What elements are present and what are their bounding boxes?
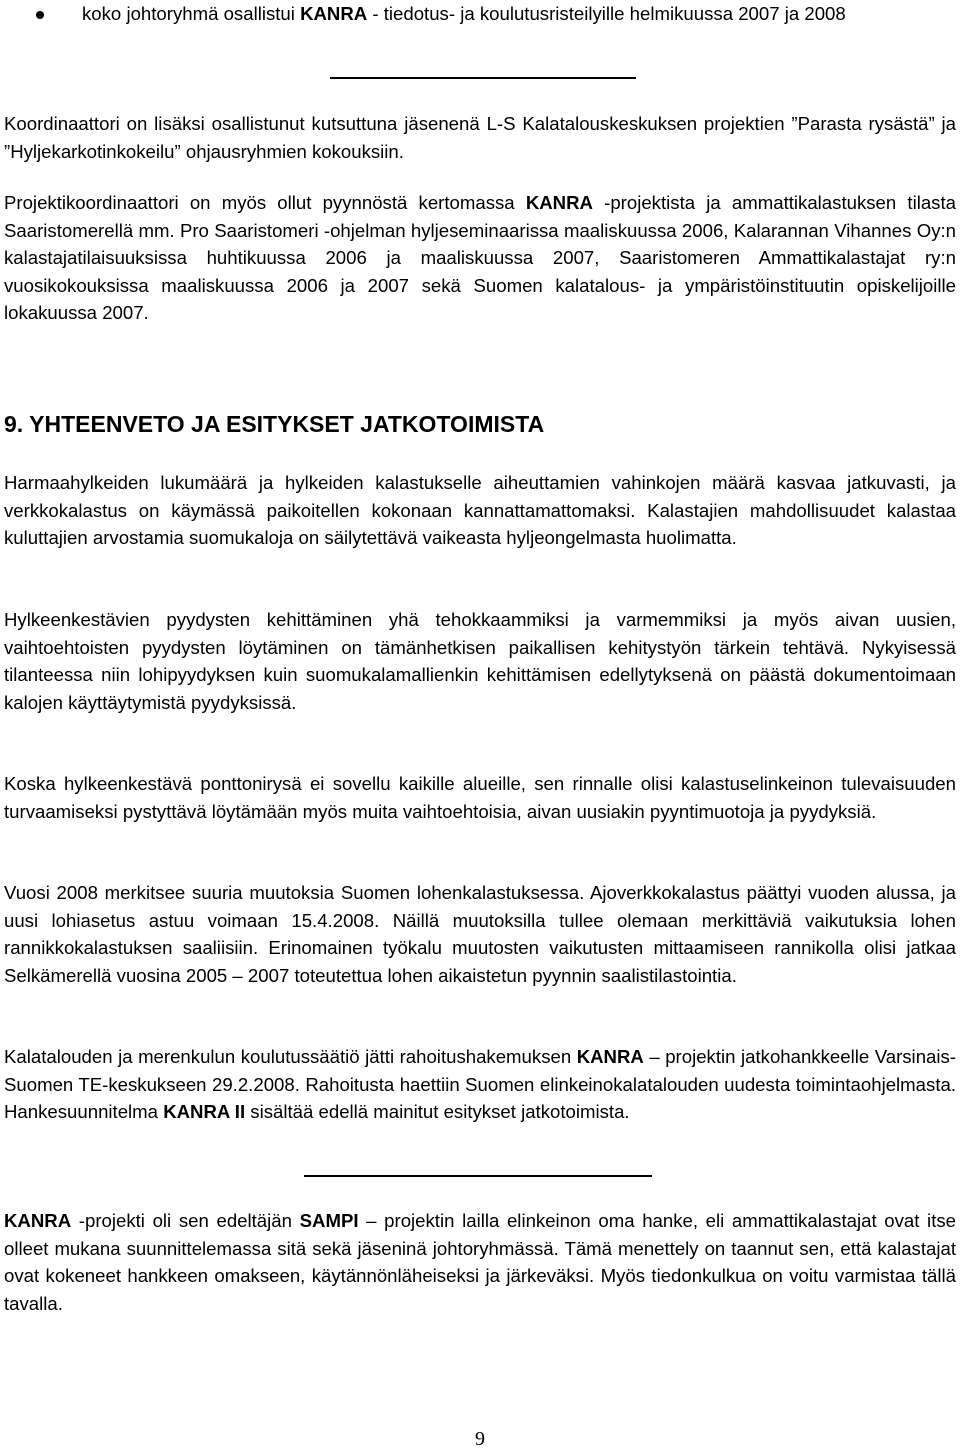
paragraph-project	[4, 189, 956, 327]
bullet-text: koko johtoryhmä osallistui	[82, 3, 301, 24]
predecessor-project-name: SAMPI	[299, 1210, 359, 1231]
project-name-2: KANRA II	[163, 1101, 246, 1123]
bullet-icon	[36, 11, 44, 19]
paragraph-text-mid: – projektin jatkohankkeelle Varsinais-Suomen TE-keskukseen 29.2.2008. Rahoitusta haettiin Suomen elinkeinokalatalouden uudesta toimintaohjelmasta. Hankesuunnitelma	[4, 1046, 956, 1123]
section-heading: 9. YHTEENVETO JA ESITYKSET JATKOTOIMISTA	[4, 411, 545, 437]
paragraph-text: Harmaahylkeiden lukumäärä ja hylkeiden kalastukselle aiheuttamien vahinkojen määrä kasvaa jatkuvasti, ja verkkokalastus on käymässä paikoitellen kokonaan kannattamattomaksi. Kalastajien mahdollisuudet kalastaa kuluttajien arvostamia suomukaloja on säilytettävä vaikeasta hyljeongelmasta huolimatta.	[4, 472, 956, 549]
paragraph-text: Hylkeenkestävien pyydysten kehittäminen yhä tehokkaammiksi ja varmemmiksi ja myös aivan uusien, vaihtoehtoisten pyydysten löytäminen on tämänhetkisen paikallisen kehitystyön tärkein tehtävä. Nykyisessä tilanteessa niin lohipyydyksen kuin suomukalamallienkin kehittämisen edellytyksenä on päästä dokumentoimaan kalojen käyttäytymistä pyydyksissä.	[4, 609, 956, 713]
paragraph-coordinator	[4, 110, 956, 165]
paragraph-2	[4, 606, 956, 716]
paragraph-text: Koordinaattori on lisäksi osallistunut kutsuttuna jäsenenä L-S Kalatalouskeskuksen projektien ”Parasta rysästä” ja ”Hyljekarkotinkokeilu” ohjausryhmien kokouksiin.	[4, 113, 956, 162]
paragraph-text: -projekti oli sen edeltäjän	[71, 1210, 300, 1231]
separator-line	[330, 77, 636, 79]
project-name: KANRA	[4, 1210, 72, 1231]
bullet-text-end: - tiedotus- ja koulutusristeilyille helmikuussa 2007 ja 2008	[367, 3, 846, 24]
paragraph-text: Koska hylkeenkestävä ponttonirysä ei sovellu kaikille alueille, sen rinnalle olisi kalastuselinkeinon tulevaisuuden turvaamiseksi pystyttävä löytämään myös muita vaihtoehtoisia, aivan uusiakin pyyntimuotoja ja pyydyksiä.	[4, 773, 956, 822]
page-number: 9	[475, 1428, 485, 1450]
paragraph-5	[4, 1043, 956, 1126]
separator-line-2	[304, 1175, 652, 1177]
paragraph-text-end: sisältää edellä mainitut esitykset jatkotoimista.	[245, 1101, 630, 1123]
paragraph-4	[4, 879, 956, 989]
paragraph-text: Vuosi 2008 merkitsee suuria muutoksia Suomen lohenkalastuksessa. Ajoverkkokalastus päättyi vuoden alussa, ja uusi lohiasetus astuu voimaan 15.4.2008. Näillä muutoksilla tullee olemaan merkittäviä vaikutuksia lohen rannikkokalastuksen saaliisiin. Erinomainen työkalu muutosten vaikutusten mittaamiseen rannikolla olisi jatkaa Selkämerellä vuosina 2005 – 2007 toteutettua lohen aikaistetun pyynnin saalistilastointia.	[4, 882, 956, 986]
paragraph-3	[4, 770, 956, 825]
project-name: KANRA	[525, 192, 593, 213]
paragraph-text-end: – projektin lailla elinkeinon oma hanke, eli ammattikalastajat ovat itse olleet mukana suunnittelemassa sitä sekä jäseninä johtoryhmässä. Tämä menettely on taannut sen, että kalastajat ovat kokeneet hankkeen omakseen, käytännönläheiseksi ja järkeväksi. Myös tiedonkulkua on voitu varmistaa tällä tavalla.	[4, 1210, 956, 1314]
paragraph-6	[4, 1207, 956, 1317]
project-name: KANRA	[300, 3, 368, 24]
paragraph-text: Projektikoordinaattori on myös ollut pyynnöstä kertomassa	[4, 192, 526, 213]
paragraph-1	[4, 469, 956, 552]
paragraph-text: Kalatalouden ja merenkulun koulutussäätiö jätti rahoitushakemuksen	[4, 1046, 577, 1067]
paragraph-text-end: -projektista ja ammattikalastuksen tilasta Saaristomerellä mm. Pro Saaristomeri -ohjelman hyljeseminaarissa maaliskuussa 2006, Kalarannan Vihannes Oy:n kalastajatilaisuuksissa huhtikuussa 2006 ja maaliskuussa 2007, Saaristomeren Ammattikalastajat ry:n vuosikokouksissa maaliskuussa 2006 ja 2007 sekä Suomen kalatalous- ja ympäristöinstituutin opiskelijoille lokakuussa 2007.	[4, 192, 956, 324]
project-name: KANRA	[576, 1046, 644, 1067]
list-item	[4, 0, 960, 28]
